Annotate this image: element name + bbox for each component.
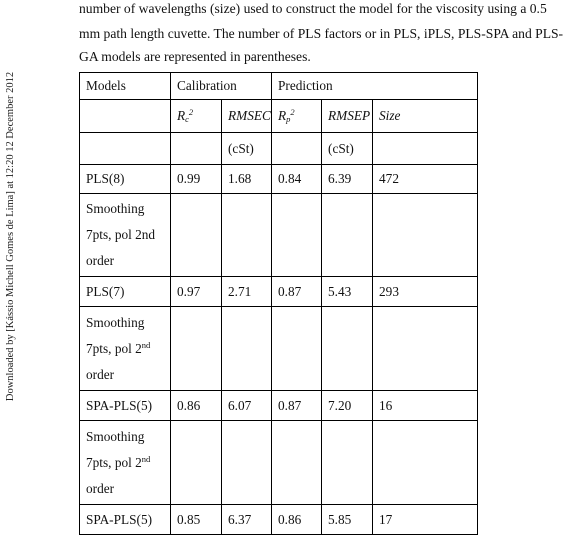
cell-rmsep: 5.43 [322,277,373,307]
cell-smoothing [80,194,171,277]
cell-size: 472 [373,165,478,194]
empty-cell [222,307,272,391]
empty-cell [322,194,373,277]
cell-rmsec: 1.68 [222,165,272,194]
cell-rp2: 0.86 [272,505,322,535]
subheader-rp2 [272,100,322,133]
cell-size: 16 [373,391,478,421]
subheader-rmsep: RMSEP [322,100,373,133]
smoothing-line: 7pts, pol 2nd [86,227,156,242]
smoothing-row [80,421,478,505]
cell-rmsep: 5.85 [322,505,373,535]
cell-size: 293 [373,277,478,307]
subheader-rc2 [171,100,222,133]
empty-cell [222,194,272,277]
smoothing-line: Smoothing [86,428,145,444]
smoothing-line [86,450,164,476]
cell-rmsep: 7.20 [322,391,373,421]
table-header-row [80,73,478,100]
cell-rc2: 0.85 [171,505,222,535]
smoothing-line: Smoothing [86,314,145,330]
table-row [80,165,478,194]
units-row [80,133,478,165]
smoothing-row [80,307,478,391]
empty-cell [171,194,222,277]
rp2-base: R [278,108,287,123]
cell-size: 17 [373,505,478,535]
download-watermark [0,0,22,473]
caption-line: number of wavelengths (size) used to construct the model for the viscosity using a 0.5 [79,1,547,16]
table-row [80,505,478,535]
empty-cell [322,421,373,505]
cell-rc2: 0.99 [171,165,222,194]
unit-rmsep: (cSt) [322,133,373,165]
subheader-rmsec: RMSEC [222,100,272,133]
table-row [80,277,478,307]
empty-cell [373,194,478,277]
smoothing-row [80,194,478,277]
units-empty [171,133,222,165]
smoothing-line: order [86,366,115,382]
rc2-base: R [177,108,186,123]
empty-cell [272,194,322,277]
empty-cell [171,307,222,391]
empty-cell [222,421,272,505]
smoothing-line: order [86,480,115,496]
empty-cell [373,307,478,391]
cell-model: SPA-PLS(5) [80,391,171,421]
smoothing-line: Smoothing [86,201,145,216]
rp2-subscript: p [286,114,291,124]
rc2-superscript: 2 [188,107,194,117]
cell-smoothing [80,421,171,505]
smoothing-line [86,336,164,362]
empty-cell [322,307,373,391]
subheader-size: Size [373,100,478,133]
header-prediction: Prediction [272,73,478,100]
results-table [79,72,478,535]
table-row [80,391,478,421]
cell-rc2: 0.86 [171,391,222,421]
caption-line: GA models are represented in parentheses. [79,49,311,64]
smoothing-text: 7pts, pol 2 [86,340,142,356]
cell-rmsec: 6.37 [222,505,272,535]
cell-rmsec: 2.71 [222,277,272,307]
units-empty [272,133,322,165]
empty-cell [272,421,322,505]
table-subheader-row [80,100,478,133]
cell-model: PLS(8) [80,165,171,194]
empty-cell [373,421,478,505]
subheader-empty [80,100,171,133]
ordinal-superscript: nd [141,339,151,350]
cell-model: SPA-PLS(5) [80,505,171,535]
ordinal-superscript: nd [141,453,151,464]
units-empty [373,133,478,165]
cell-rmsep: 6.39 [322,165,373,194]
rp2-superscript: 2 [290,107,295,117]
cell-rp2: 0.87 [272,391,322,421]
smoothing-line: order [86,253,115,268]
empty-cell [171,421,222,505]
rc2-subscript: c [185,114,189,124]
unit-rmsec: (cSt) [222,133,272,165]
header-calibration: Calibration [171,73,272,100]
cell-rp2: 0.84 [272,165,322,194]
cell-rp2: 0.87 [272,277,322,307]
empty-cell [272,307,322,391]
units-empty [80,133,171,165]
download-watermark-text: Downloaded by [Kássio Michell Gomes de Lima] at 12:20 12 December 2012 [5,71,17,402]
cell-rc2: 0.97 [171,277,222,307]
smoothing-text: 7pts, pol 2 [86,454,142,470]
cell-model: PLS(7) [80,277,171,307]
cell-rmsec: 6.07 [222,391,272,421]
header-models: Models [80,73,171,100]
caption-line: mm path length cuvette. The number of PLS factors or in PLS, iPLS, PLS-SPA and PLS- [79,26,563,41]
cell-smoothing [80,307,171,391]
